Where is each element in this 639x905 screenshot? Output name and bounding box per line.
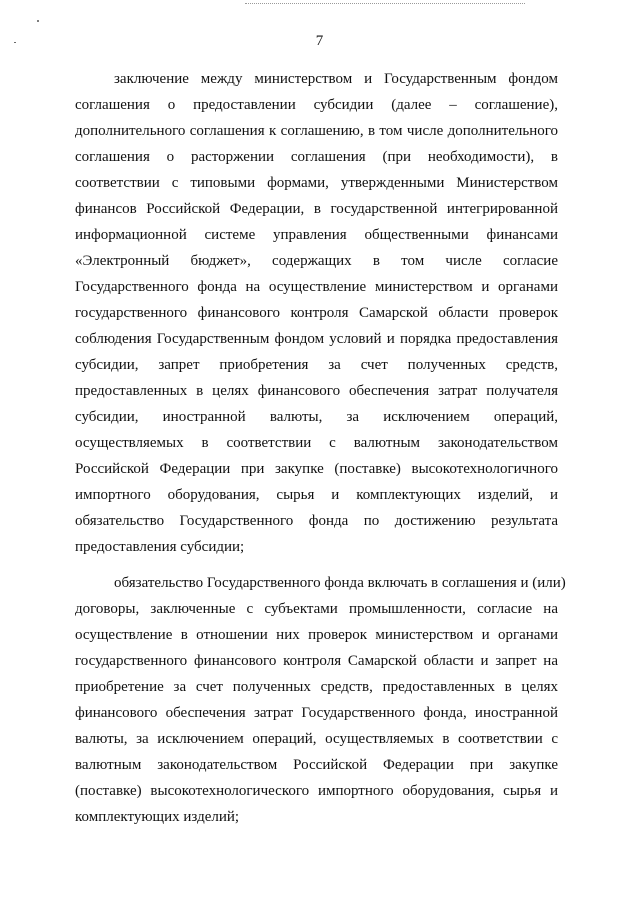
- text-line: осуществление в отношении них проверок министерством и органами: [75, 627, 558, 643]
- text-line: соответствии с типовыми формами, утвержденными Министерством: [75, 175, 558, 191]
- text-line: импортного оборудования, сырья и комплектующих изделий, и: [75, 487, 558, 503]
- text-line: соглашения о предоставлении субсидии (далее – соглашение),: [75, 97, 558, 113]
- scan-speck: [37, 20, 39, 22]
- text-line: осуществляемых в соответствии с валютным законодательством: [75, 435, 558, 451]
- text-line: информационной системе управления общественными финансами: [75, 227, 558, 243]
- text-line: «Электронный бюджет», содержащих в том числе согласие: [75, 253, 558, 269]
- text-line: Российской Федерации при закупке (поставке) высокотехнологичного: [75, 461, 558, 477]
- text-line: государственного финансового контроля Самарской области и запрет на: [75, 653, 558, 669]
- text-line: дополнительного соглашения к соглашению, в том числе дополнительного: [75, 123, 558, 139]
- text-line: государственного финансового контроля Самарской области проверок: [75, 305, 558, 321]
- page-number: 7: [315, 33, 324, 49]
- text-line: приобретение за счет полученных средств, предоставленных в целях: [75, 679, 558, 695]
- text-line: Государственного фонда на осуществление министерством и органами: [75, 279, 558, 295]
- text-line: субсидии, запрет приобретения за счет полученных средств,: [75, 357, 558, 373]
- text-line: предоставления субсидии;: [75, 539, 245, 555]
- text-line: субсидии, иностранной валюты, за исключением операций,: [75, 409, 558, 425]
- text-line: финансового обеспечения затрат Государственного фонда, иностранной: [75, 705, 558, 721]
- paragraph-2: [75, 570, 566, 830]
- text-line: комплектующих изделий;: [75, 809, 240, 825]
- text-line: предоставленных в целях финансового обеспечения затрат получателя: [75, 383, 558, 399]
- text-line: валюты, за исключением операций, осуществляемых в соответствии с: [75, 731, 558, 747]
- scan-top-rule: [245, 3, 525, 4]
- text-line: обязательство Государственного фонда включать в соглашения и (или): [114, 575, 566, 591]
- document-body: [75, 66, 566, 830]
- text-line: договоры, заключенные с субъектами промышленности, согласие на: [75, 601, 558, 617]
- text-line: (поставке) высокотехнологического импортного оборудования, сырья и: [75, 783, 558, 799]
- text-line: валютным законодательством Российской Федерации при закупке: [75, 757, 558, 773]
- text-line: финансов Российской Федерации, в государственной интегрированной: [75, 201, 558, 217]
- text-line: соглашения о расторжении соглашения (при необходимости), в: [75, 149, 558, 165]
- text-line: обязательство Государственного фонда по достижению результата: [75, 513, 558, 529]
- text-line: соблюдения Государственным фондом условий и порядка предоставления: [75, 331, 558, 347]
- text-line: заключение между министерством и Государственным фондом: [114, 71, 558, 87]
- paragraph-1: [75, 66, 558, 560]
